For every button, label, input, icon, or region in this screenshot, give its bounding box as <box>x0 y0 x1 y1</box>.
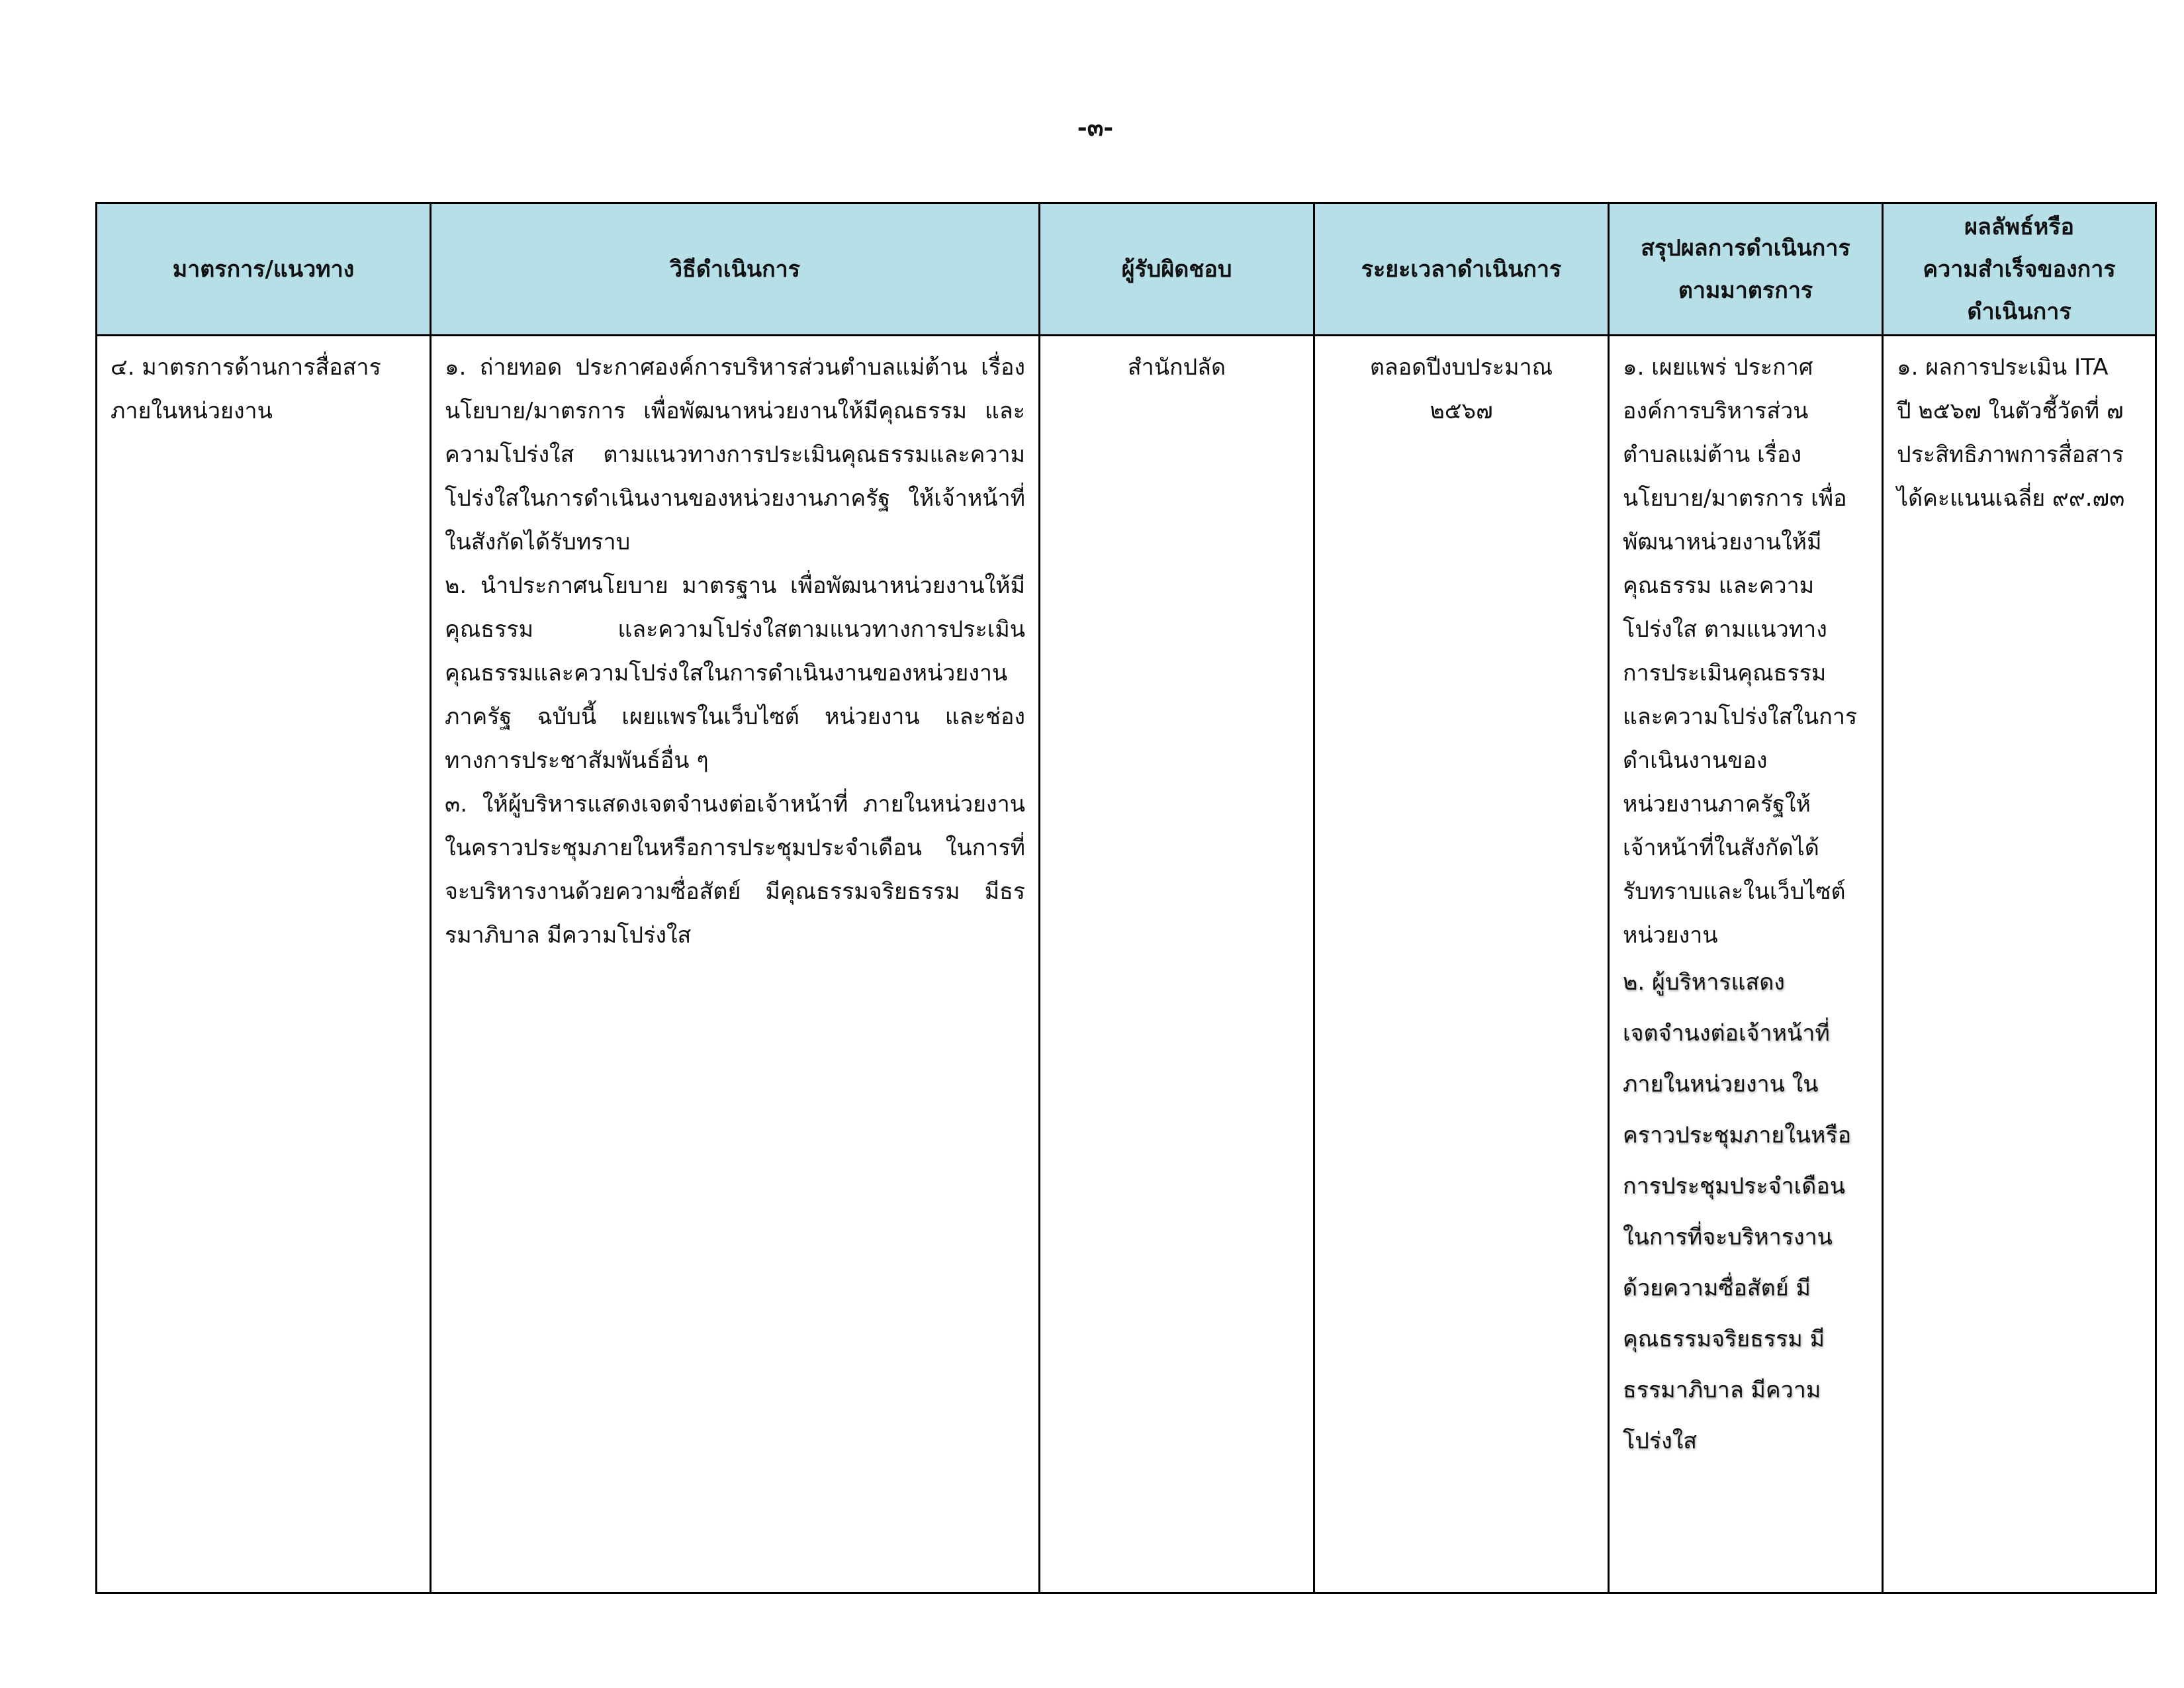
period-line: ๒๕๖๗ <box>1430 398 1493 424</box>
header-outcome-line: ดำเนินการ <box>1967 298 2071 325</box>
cell-summary <box>1609 336 1883 1593</box>
summary-line: ๒. ผู้บริหารแสดง <box>1623 969 1785 996</box>
summary-line: ตำบลแม่ต้าน เรื่อง <box>1623 442 1802 468</box>
measures-table <box>95 202 2157 1594</box>
summary-line: องค์การบริหารส่วน <box>1623 398 1809 424</box>
header-responsible: ผู้รับผิดชอบ <box>1040 203 1314 336</box>
summary-part-2 <box>1623 957 1868 1467</box>
cell-measure <box>97 336 431 1593</box>
outcome-line: ๑. ผลการประเมิน ITA <box>1897 354 2109 381</box>
header-period: ระยะเวลาดำเนินการ <box>1314 203 1609 336</box>
summary-line: ธรรมาภิบาล มีความ <box>1623 1377 1821 1403</box>
measure-text: ๔. มาตรการด้านการสื่อสารภายในหน่วยงาน <box>111 354 381 424</box>
table-row <box>97 336 2156 1593</box>
summary-line: เจ้าหน้าที่ในสังกัดได้ <box>1623 835 1819 861</box>
summary-line: นโยบาย/มาตรการ เพื่อ <box>1623 485 1847 512</box>
method-item-3: ๓. ให้ผู้บริหารแสดงเจตจำนงต่อเจ้าหน้าที่ ภายในหน่วยงาน ในคราวประชุมภายในหรือการประชุมประจำเดือน ในการที่จะบริหารงานด้วยความซื่อสัตย์ มีคุณธรรมจริยธรรม มีธรรมาภิบาล มีความโปร่งใส <box>445 791 1025 949</box>
summary-line: รับทราบและในเว็บไซต์ <box>1623 878 1846 905</box>
outcome-line: ได้คะแนนเฉลี่ย ๙๙.๗๓ <box>1897 485 2125 512</box>
outcome-line: ปี ๒๕๖๗ ในตัวชี้วัดที่ ๗ <box>1897 398 2124 424</box>
outcome-line: ประสิทธิภาพการสื่อสาร <box>1897 442 2124 468</box>
header-summary-line: ตามมาตรการ <box>1678 277 1813 304</box>
header-measure: มาตรการ/แนวทาง <box>97 203 431 336</box>
summary-line: คุณธรรมจริยธรรม มี <box>1623 1326 1825 1352</box>
cell-responsible <box>1040 336 1314 1593</box>
header-summary-line: สรุปผลการดำเนินการ <box>1641 234 1850 261</box>
cell-outcome <box>1883 336 2156 1593</box>
summary-part-1 <box>1623 346 1868 957</box>
summary-line: การประชุมประจำเดือน <box>1623 1173 1846 1199</box>
summary-line: คราวประชุมภายในหรือ <box>1623 1122 1852 1149</box>
method-item-2: ๒. นำประกาศนโยบาย มาตรฐาน เพื่อพัฒนาหน่วยงานให้มีคุณธรรม และความโปร่งใสตามแนวทางการประเมินคุณธรรมและความโปร่งใสในการดำเนินงานของหน่วยงานภาครัฐ ฉบับนี้ เผยแพรในเว็บไซต์ หน่วยงาน และช่องทางการประชาสัมพันธ์อื่น ๆ <box>445 573 1025 774</box>
summary-line: หน่วยงาน <box>1623 922 1718 949</box>
summary-line: ในการที่จะบริหารงาน <box>1623 1224 1833 1250</box>
method-item-1: ๑. ถ่ายทอด ประกาศองค์การบริหารส่วนตำบลแม่ต้าน เรื่อง นโยบาย/มาตรการ เพื่อพัฒนาหน่วยงานให้มีคุณธรรม และความโปร่งใส ตามแนวทางการประเมินคุณธรรมและความโปร่งใสในการดำเนินงานของหน่วยงานภาครัฐ ให้เจ้าหน้าที่ในสังกัดได้รับทราบ <box>445 354 1025 555</box>
header-outcome <box>1883 203 2156 336</box>
responsible-text: สำนักปลัด <box>1127 354 1226 381</box>
header-outcome-line: ความสำเร็จของการ <box>1923 256 2116 283</box>
summary-line: และความโปร่งใสในการ <box>1623 704 1858 730</box>
period-line: ตลอดปีงบประมาณ <box>1369 354 1553 381</box>
summary-line: คุณธรรม และความ <box>1623 573 1815 599</box>
summary-line: ด้วยความซื่อสัตย์ มี <box>1623 1275 1811 1301</box>
summary-line: ภายในหน่วยงาน ใน <box>1623 1071 1819 1098</box>
summary-line: ดำเนินงานของ <box>1623 747 1768 774</box>
summary-line: พัฒนาหน่วยงานให้มี <box>1623 529 1822 555</box>
cell-method <box>431 336 1040 1593</box>
cell-period <box>1314 336 1609 1593</box>
header-summary <box>1609 203 1883 336</box>
page-number: -๓- <box>1077 115 1114 142</box>
summary-line: การประเมินคุณธรรม <box>1623 660 1827 686</box>
header-method: วิธีดำเนินการ <box>431 203 1040 336</box>
summary-line: โปร่งใส <box>1623 1428 1698 1454</box>
table-header-row <box>97 203 2156 336</box>
summary-line: โปร่งใส ตามแนวทาง <box>1623 616 1827 643</box>
summary-line: เจตจำนงต่อเจ้าหน้าที่ <box>1623 1020 1830 1047</box>
summary-line: ๑. เผยแพร่ ประกาศ <box>1623 354 1813 381</box>
header-outcome-line: ผลลัพธ์หรือ <box>1964 213 2074 240</box>
summary-line: หน่วยงานภาครัฐให้ <box>1623 791 1811 818</box>
